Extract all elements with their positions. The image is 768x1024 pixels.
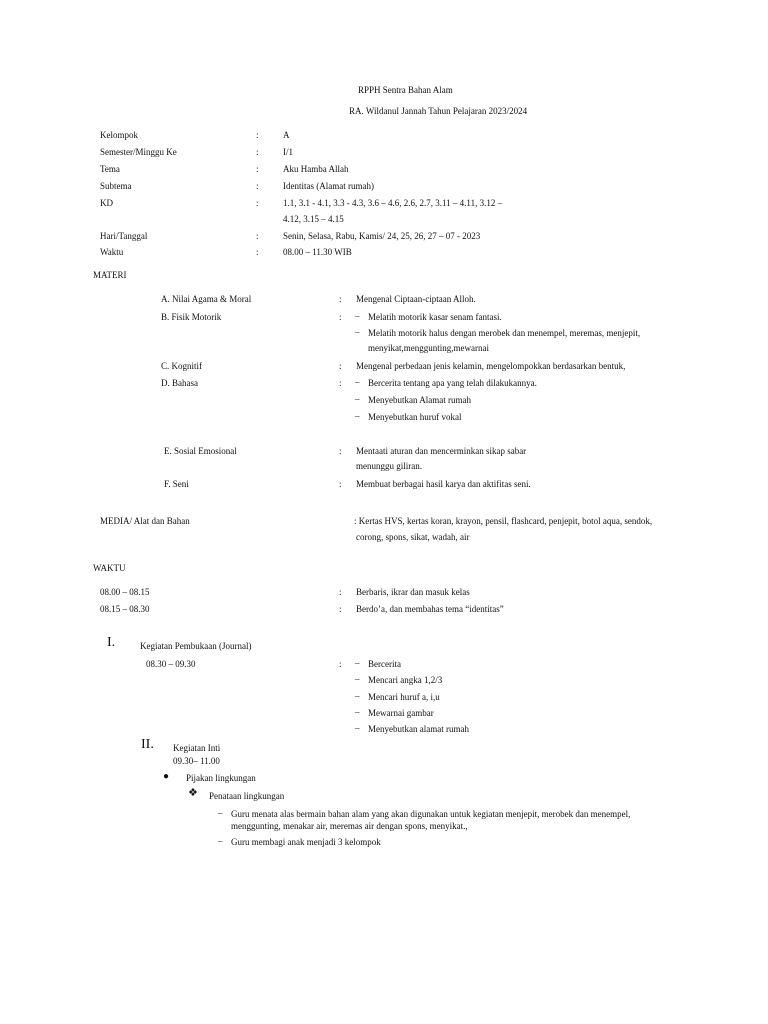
bullet-dot-icon: ● xyxy=(163,771,170,782)
materi-bullet-fisik-2: – Melatih motorik halus dengan merobek dan menempel, meremas, menjepit, xyxy=(368,327,640,339)
materi-colon: : xyxy=(339,294,342,304)
materi-bullet-bahasa-2: – Menyebutkan Alamat rumah xyxy=(368,394,471,406)
info-value-tema: Aku Hamba Allah xyxy=(283,164,349,174)
kegiatan2-title: Kegiatan Inti xyxy=(173,743,221,753)
info-colon: : xyxy=(256,130,259,140)
waktu-activity-1: Berbaris, ikrar dan masuk kelas xyxy=(356,587,470,597)
kegiatan2-item-1-cont: menggunting, menakar air, meremas air dengan spons, menyikat., xyxy=(231,821,468,831)
waktu-colon: : xyxy=(339,587,342,597)
info-value-kd-continued: 4.12, 3.15 – 4.15 xyxy=(283,214,344,224)
info-colon: : xyxy=(256,231,259,241)
info-label-kd: KD xyxy=(100,198,113,208)
info-colon: : xyxy=(256,247,259,257)
info-colon: : xyxy=(256,181,259,191)
info-value-subtema: Identitas (Alamat rumah) xyxy=(283,181,374,191)
info-value-waktu: 08.00 – 11.30 WIB xyxy=(283,247,352,257)
materi-bullet-fisik-2-cont: menyikat,menggunting,mewarnai xyxy=(368,343,489,353)
kegiatan2-time: 09.30– 11.00 xyxy=(173,756,220,766)
waktu-colon: : xyxy=(339,604,342,614)
media-label: MEDIA/ Alat dan Bahan xyxy=(100,516,190,526)
kegiatan1-bullet-4: – Mewarnai gambar xyxy=(368,707,434,719)
media-text-2: corong, spons, sikat, wadah, air xyxy=(356,532,470,542)
waktu-time-1: 08.00 – 08.15 xyxy=(100,587,150,597)
kegiatan2-item-1: – Guru menata alas bermain bahan alam yang akan digunakan untuk kegiatan menjepit, merobek dan menempel, xyxy=(231,808,630,820)
materi-colon: : xyxy=(339,479,342,489)
kegiatan1-bullet-5: – Menyebutkan alamat rumah xyxy=(368,723,469,735)
materi-text-agama: Mengenal Ciptaan-ciptaan Alloh. xyxy=(356,294,476,304)
materi-heading: MATERI xyxy=(93,270,127,280)
materi-text-sosial-2: menunggu giliran. xyxy=(356,461,422,471)
info-value-kd: 1.1, 3.1 - 4.1, 3.3 - 4.3, 3.6 – 4.6, 2.6, 2.7, 3.11 – 4.11, 3.12 – xyxy=(283,198,503,208)
info-colon: : xyxy=(256,164,259,174)
waktu-time-2: 08.15 – 08.30 xyxy=(100,604,150,614)
penataan-label: Penataan lingkungan xyxy=(209,791,285,801)
pijakan-label: Pijakan lingkungan xyxy=(186,773,256,783)
materi-colon: : xyxy=(339,312,342,322)
waktu-heading: WAKTU xyxy=(93,563,126,573)
kegiatan1-time: 08.30 – 09.30 xyxy=(146,659,196,669)
kegiatan1-bullet-3: – Mencari huruf a, i,u xyxy=(368,691,440,703)
materi-bullet-bahasa-3: – Menyebutkan huruf vokal xyxy=(368,411,461,423)
materi-colon: : xyxy=(339,378,342,388)
info-label-waktu: Waktu xyxy=(100,247,124,257)
materi-label-fisik: B. Fisik Motorik xyxy=(161,312,222,322)
waktu-activity-2: Berdo’a, dan membahas tema “identitas” xyxy=(356,604,504,614)
materi-label-bahasa: D. Bahasa xyxy=(161,378,198,388)
media-text-1: : Kertas HVS, kertas koran, krayon, pensil, flashcard, penjepit, botol aqua, sendok, xyxy=(354,516,653,526)
materi-text-kognitif: Mengenal perbedaan jenis kelamin, mengelompokkan berdasarkan bentuk, xyxy=(356,361,626,371)
kegiatan1-title: Kegiatan Pembukaan (Journal) xyxy=(140,641,252,651)
materi-colon: : xyxy=(339,361,342,371)
info-colon: : xyxy=(256,198,259,208)
info-colon: : xyxy=(256,147,259,157)
info-value-kelompok: A xyxy=(283,130,290,140)
materi-text-sosial-1: Mentaati aturan dan mencerminkan sikap sabar xyxy=(356,446,527,456)
materi-label-agama: A. Nilai Agama & Moral xyxy=(161,294,252,304)
info-label-subtema: Subtema xyxy=(100,181,132,191)
info-value-semester: I/1 xyxy=(283,147,293,157)
kegiatan1-bullet-1: – Bercerita xyxy=(368,658,401,670)
materi-bullet-bahasa-1: – Bercerita tentang apa yang telah dilakukannya. xyxy=(368,377,537,389)
materi-bullet-fisik-1: – Melatih motorik kasar senam fantasi. xyxy=(368,311,502,323)
materi-label-sosial: E. Sosial Emosional xyxy=(164,446,237,456)
materi-text-seni: Membuat berbagai hasil karya dan aktifitas seni. xyxy=(356,479,531,489)
section-numeral-1: I. xyxy=(107,635,116,650)
kegiatan2-item-2: – Guru membagi anak menjadi 3 kelompok xyxy=(231,836,381,848)
document-title: RPPH Sentra Bahan Alam xyxy=(358,85,453,95)
document-subtitle: RA. Wildanul Jannah Tahun Pelajaran 2023/2024 xyxy=(349,106,528,116)
info-label-tema: Tema xyxy=(100,164,120,174)
info-value-hari: Senin, Selasa, Rabu, Kamis/ 24, 25, 26, 27 – 07 - 2023 xyxy=(283,231,481,241)
diamond-bullet-icon: ❖ xyxy=(188,787,198,799)
section-numeral-2: II. xyxy=(141,737,154,752)
materi-label-kognitif: C. Kognitif xyxy=(161,361,203,371)
kegiatan1-colon: : xyxy=(339,659,342,669)
materi-label-seni: F. Seni xyxy=(164,479,189,489)
info-label-kelompok: Kelompok xyxy=(100,130,138,140)
materi-colon: : xyxy=(339,446,342,456)
info-label-hari: Hari/Tanggal xyxy=(100,231,148,241)
kegiatan1-bullet-2: – Mencari angka 1,2/3 xyxy=(368,674,442,686)
info-label-semester: Semester/Minggu Ke xyxy=(100,147,177,157)
